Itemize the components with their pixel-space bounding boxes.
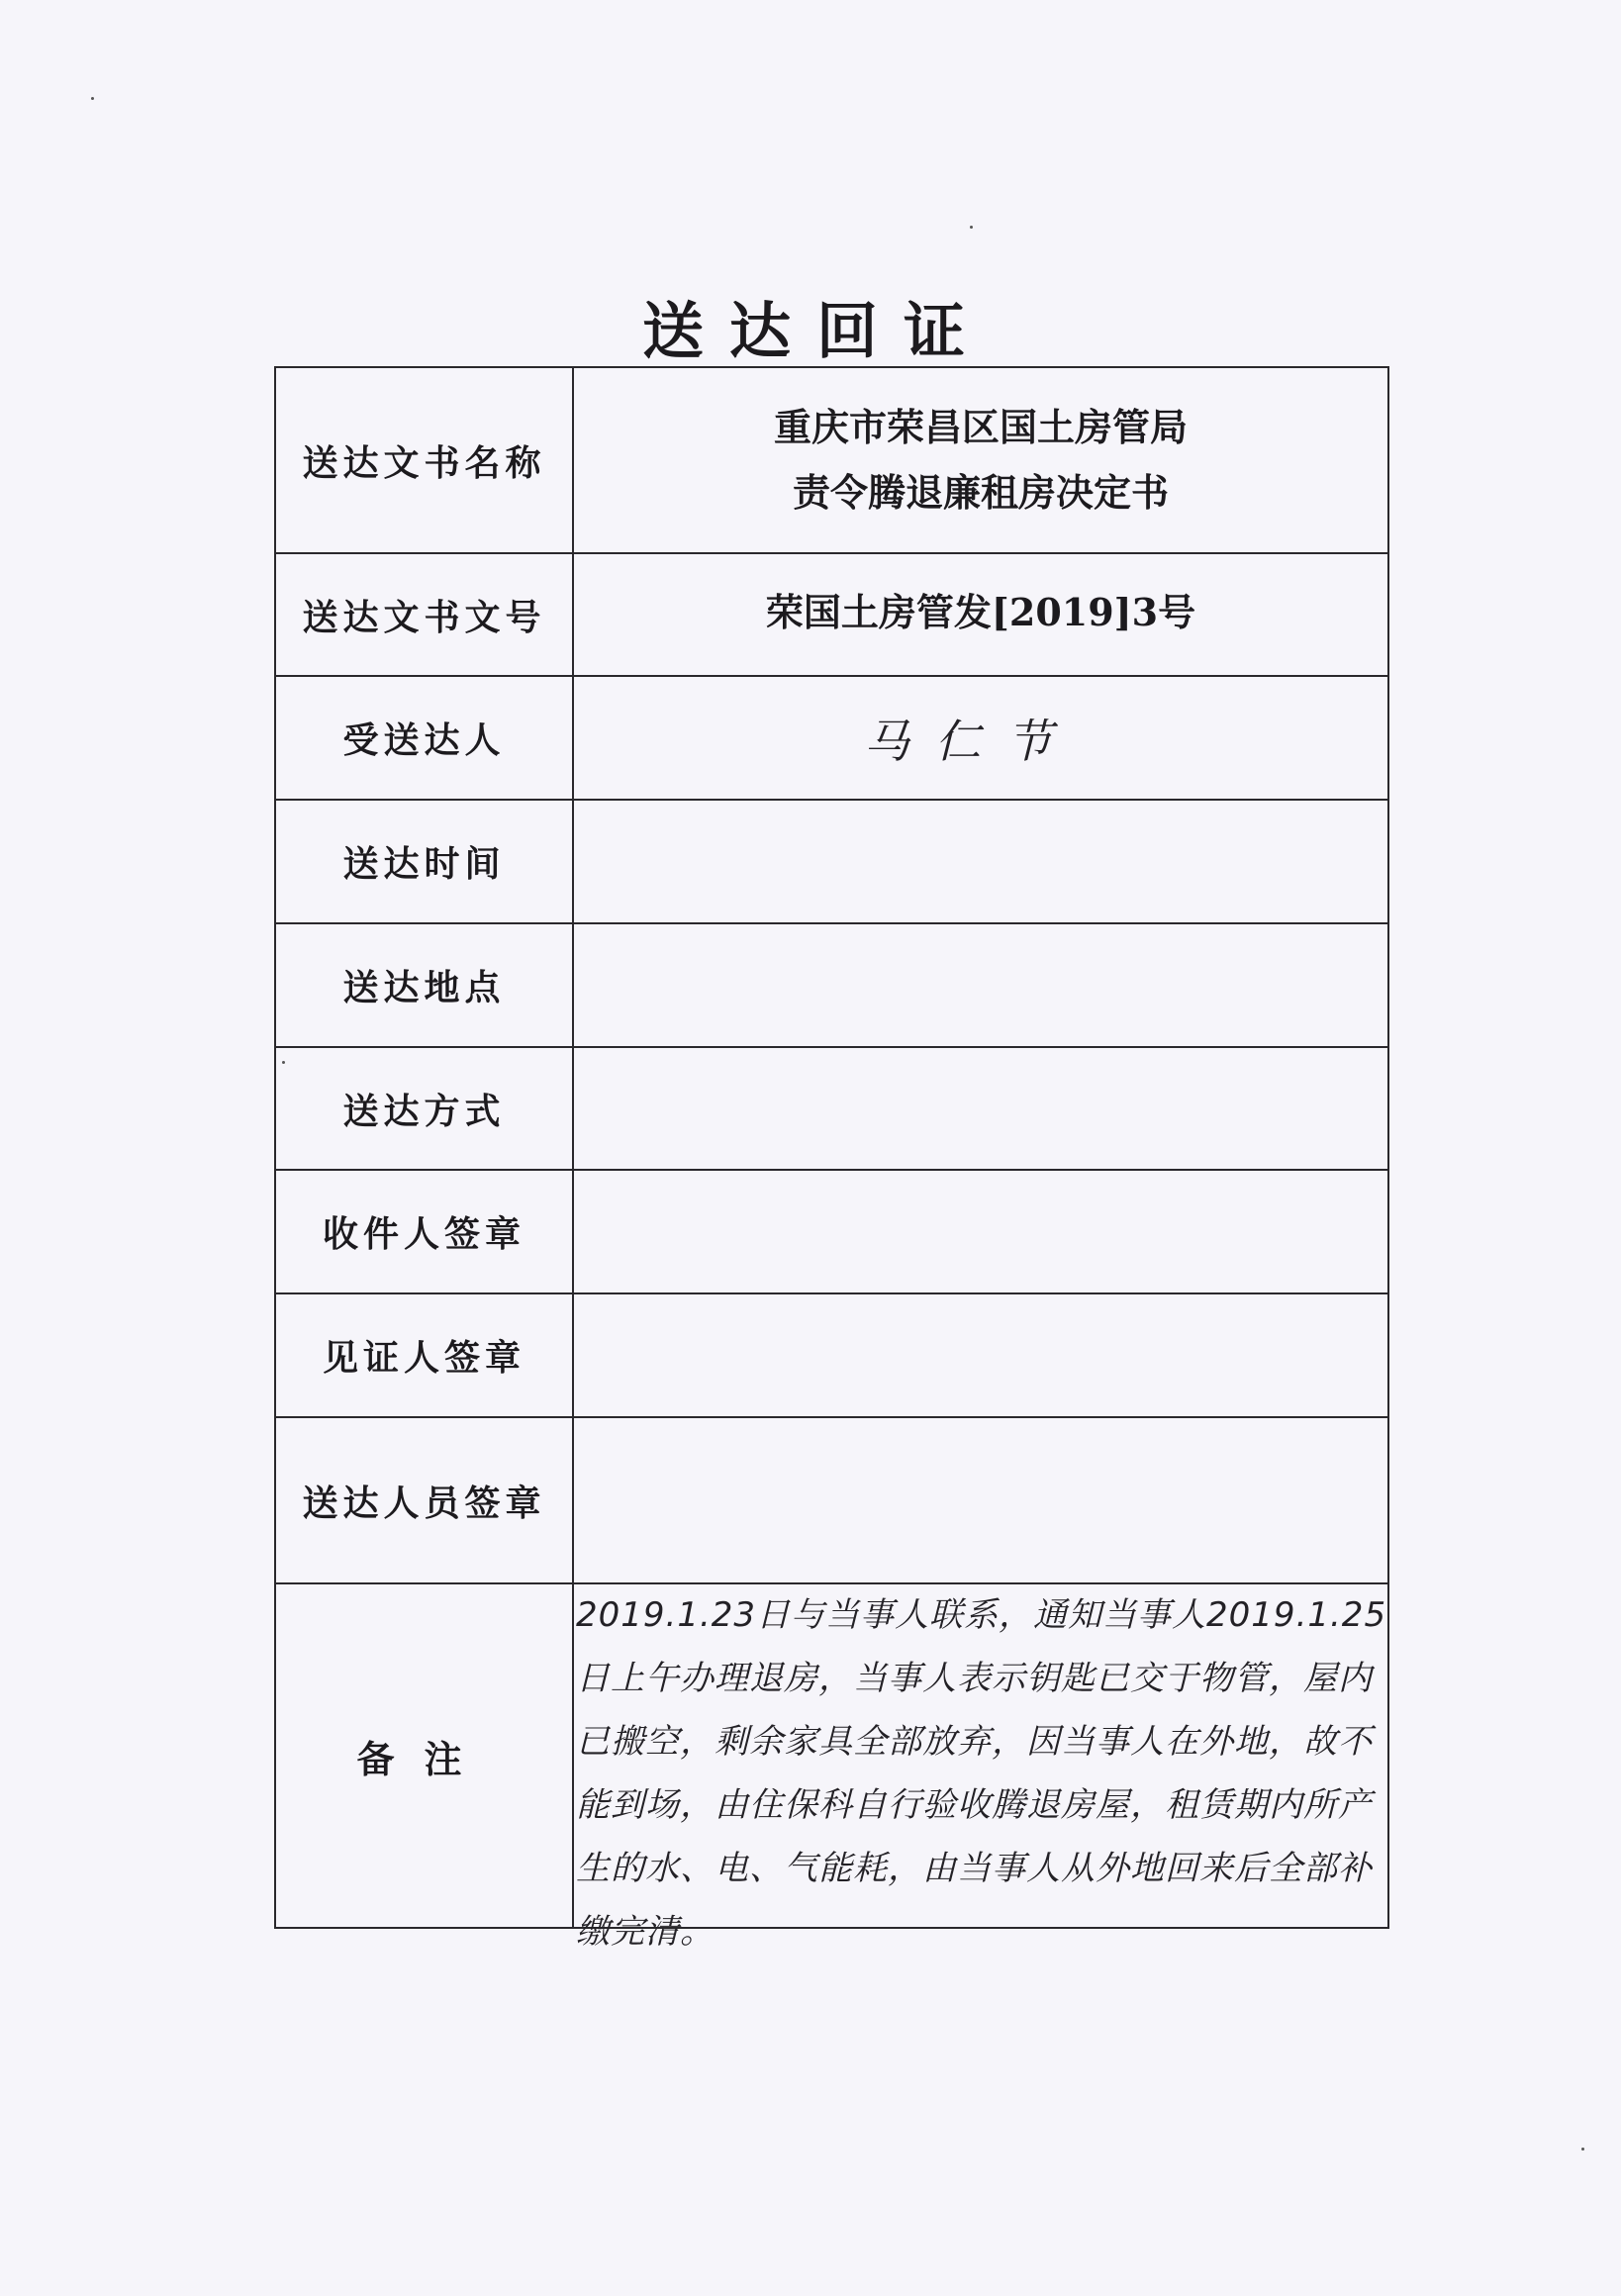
table-row — [275, 923, 1388, 1047]
delivery-method-value — [573, 1047, 1388, 1170]
row-label: 送达文书名称 — [275, 367, 573, 553]
table-row — [275, 1293, 1388, 1417]
scan-speck — [282, 1061, 285, 1064]
remark-handwritten-text: 2019.1.23日与当事人联系，通知当事人2019.1.25日上午办理退房，当事人表示钥匙已交于物管，屋内已搬空，剩余家具全部放弃，因当事人在外地，故不能到场，由住保科自行验收腾退房屋，租赁期内所产生的水、电、气能耗，由当事人从外地回来后全部补缴完清。 — [576, 1595, 1387, 1952]
delivery-time-value — [573, 800, 1388, 923]
deliverer-signature-value — [573, 1417, 1388, 1583]
document-title: 送达回证 — [641, 295, 991, 367]
row-label: 见证人签章 — [275, 1293, 573, 1417]
recipient-value — [573, 676, 1388, 800]
receiver-signature-value — [573, 1170, 1388, 1293]
table-row — [275, 800, 1388, 923]
table-row — [275, 553, 1388, 676]
remark-label: 备注 — [275, 1583, 573, 1928]
row-label: 送达文书文号 — [275, 553, 573, 676]
table-row — [275, 1170, 1388, 1293]
row-label: 收件人签章 — [275, 1170, 573, 1293]
table-row — [275, 676, 1388, 800]
document-name-line-1: 重庆市荣昌区国土房管局 — [773, 405, 1188, 449]
scan-speck — [91, 97, 94, 100]
recipient-handwritten-name: 马仁节 — [864, 714, 1078, 768]
row-label: 送达地点 — [275, 923, 573, 1047]
scan-speck — [1581, 2148, 1584, 2151]
table-row — [275, 367, 1388, 553]
scan-speck — [970, 226, 973, 229]
row-label: 送达人员签章 — [275, 1417, 573, 1583]
row-label: 送达方式 — [275, 1047, 573, 1170]
document-name-value — [573, 367, 1388, 553]
witness-signature-value — [573, 1293, 1388, 1417]
row-label: 受送达人 — [275, 676, 573, 800]
document-number-value: 荣国土房管发[2019]3号 — [573, 553, 1388, 676]
table-row — [275, 1417, 1388, 1583]
document-name-line-2: 责令腾退廉租房决定书 — [792, 470, 1169, 515]
row-label: 送达时间 — [275, 800, 573, 923]
delivery-place-value — [573, 923, 1388, 1047]
table-row — [275, 1047, 1388, 1170]
